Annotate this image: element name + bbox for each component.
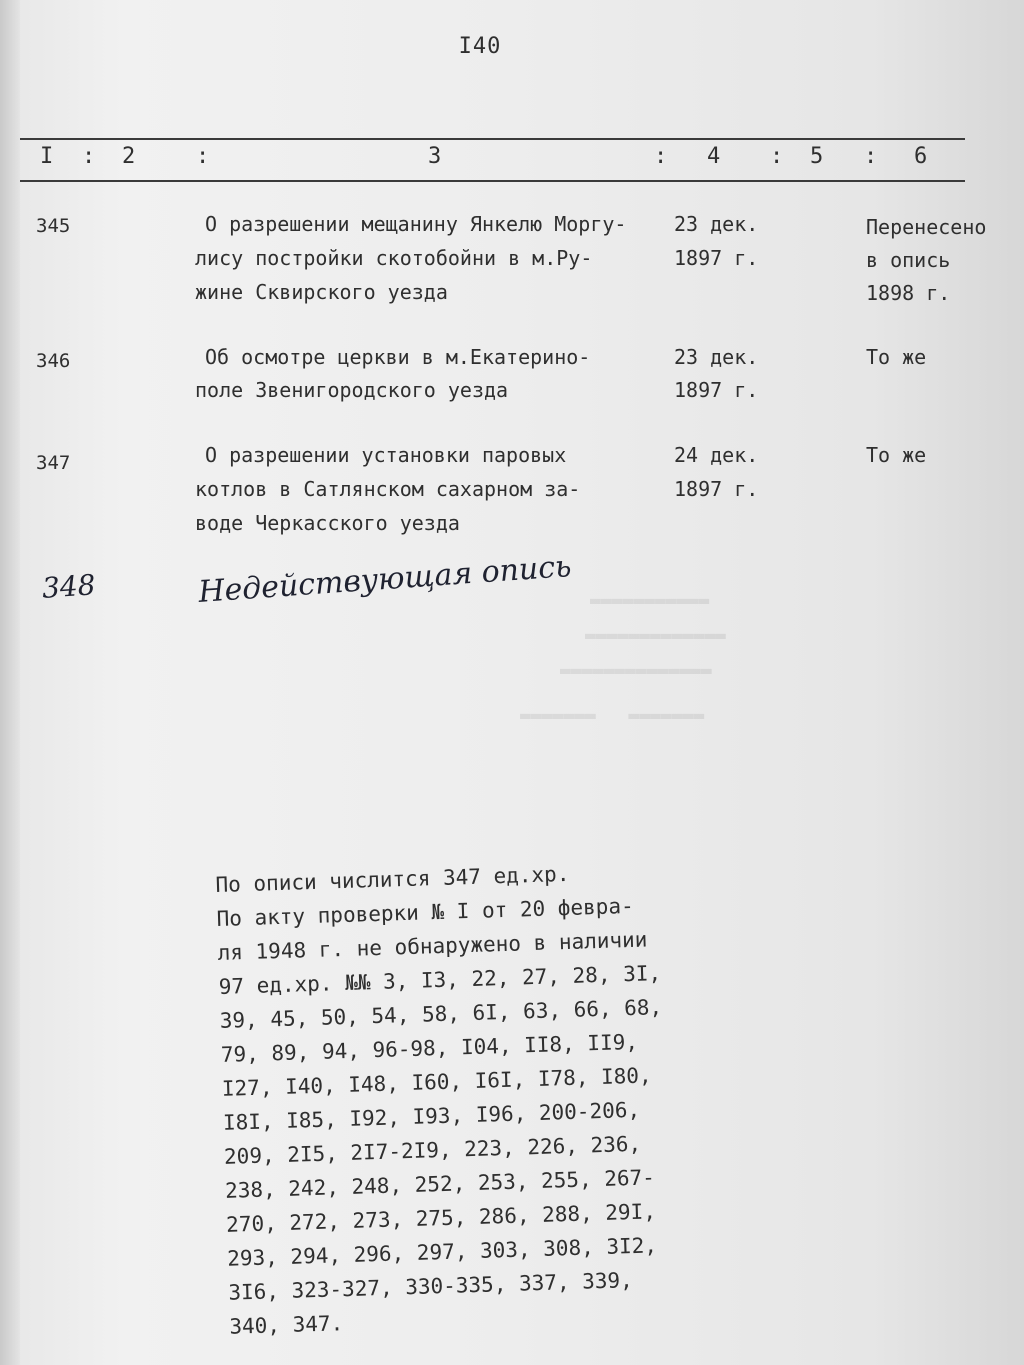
summary-line: I27, I40, I48, I60, I6I, I78, I80, bbox=[221, 1063, 652, 1101]
column-separator: : bbox=[82, 144, 96, 169]
table-top-rule bbox=[20, 138, 965, 140]
summary-line: 79, 89, 94, 96-98, I04, II8, II9, bbox=[220, 1029, 639, 1067]
row-note: То же bbox=[866, 443, 927, 467]
column-header-5: 5 bbox=[810, 144, 824, 169]
row-date: 23 дек. bbox=[674, 212, 759, 236]
summary-line: 270, 272, 273, 275, 286, 288, 29I, bbox=[225, 1199, 657, 1237]
row-year: 1897 г. bbox=[674, 477, 759, 501]
column-header-1: I bbox=[40, 144, 54, 169]
row-title-line: О разрешении установки паровых bbox=[205, 443, 567, 467]
summary-block bbox=[215, 854, 672, 1344]
bleed-through-text: ▬▬▬▬▬▬▬▬▬▬▬▬▬▬ bbox=[560, 660, 712, 681]
row-year: 1897 г. bbox=[674, 378, 759, 402]
column-separator: : bbox=[864, 144, 878, 169]
column-separator: : bbox=[196, 144, 210, 169]
table-header-rule bbox=[20, 180, 965, 182]
row-date: 24 дек. bbox=[674, 443, 759, 467]
row-number: 346 bbox=[36, 350, 71, 372]
summary-line: ля 1948 г. не обнаружено в наличии bbox=[217, 927, 648, 965]
row-title-line: О разрешении мещанину Янкелю Моргу- bbox=[205, 212, 627, 236]
summary-line: По акту проверки № I от 20 февра- bbox=[216, 893, 635, 931]
page-number: I40 bbox=[458, 34, 502, 59]
row-title-line: воде Черкасского уезда bbox=[195, 511, 460, 535]
summary-line: 39, 45, 50, 54, 58, 6I, 63, 66, 68, bbox=[219, 995, 663, 1033]
handwritten-note: Недействующая опись bbox=[197, 549, 573, 610]
summary-line: I8I, I85, I92, I93, I96, 200-206, bbox=[222, 1097, 641, 1135]
row-title-line: жине Сквирского уезда bbox=[195, 280, 448, 304]
summary-line: 293, 294, 296, 297, 303, 308, 3I2, bbox=[226, 1233, 658, 1271]
row-note: в опись bbox=[866, 248, 951, 272]
summary-line: 238, 242, 248, 252, 253, 255, 267- bbox=[224, 1165, 656, 1203]
column-header-4: 4 bbox=[707, 144, 721, 169]
row-note: Перенесено bbox=[866, 215, 987, 239]
row-title-line: поле Звенигородского уезда bbox=[195, 378, 509, 402]
bleed-through-text: ▬▬▬▬▬▬▬▬▬▬▬▬▬ bbox=[585, 625, 726, 646]
summary-line: По описи числится 347 ед.хр. bbox=[215, 861, 570, 897]
summary-line: 3I6, 323-327, 330-335, 337, 339, bbox=[227, 1268, 634, 1305]
column-separator: : bbox=[654, 144, 668, 169]
summary-line: 97 ед.хр. №№ 3, I3, 22, 27, 28, 3I, bbox=[218, 961, 662, 999]
column-separator: : bbox=[770, 144, 784, 169]
handwritten-row-number: 348 bbox=[40, 568, 97, 605]
row-number: 347 bbox=[36, 452, 71, 474]
column-header-3: 3 bbox=[428, 144, 442, 169]
column-header-6: 6 bbox=[914, 144, 928, 169]
column-header-2: 2 bbox=[122, 144, 136, 169]
row-year: 1897 г. bbox=[674, 246, 759, 270]
row-date: 23 дек. bbox=[674, 345, 759, 369]
row-note: То же bbox=[866, 345, 927, 369]
summary-line: 209, 2I5, 2I7-2I9, 223, 226, 236, bbox=[223, 1131, 642, 1169]
summary-line: 340, 347. bbox=[229, 1311, 344, 1339]
page-spine-shadow bbox=[0, 0, 20, 1365]
row-number: 345 bbox=[36, 215, 71, 237]
bleed-through-text: ▬▬▬▬▬▬▬ ▬▬▬▬▬▬▬ bbox=[520, 705, 705, 726]
row-title-line: лису постройки скотобойни в м.Ру- bbox=[195, 246, 593, 270]
row-title-line: Об осмотре церкви в м.Екатерино- bbox=[205, 345, 591, 369]
bleed-through-text: ▬▬▬▬▬▬▬▬▬▬▬ bbox=[590, 590, 710, 611]
row-note: 1898 г. bbox=[866, 281, 951, 305]
row-title-line: котлов в Сатлянском сахарном за- bbox=[195, 477, 581, 501]
